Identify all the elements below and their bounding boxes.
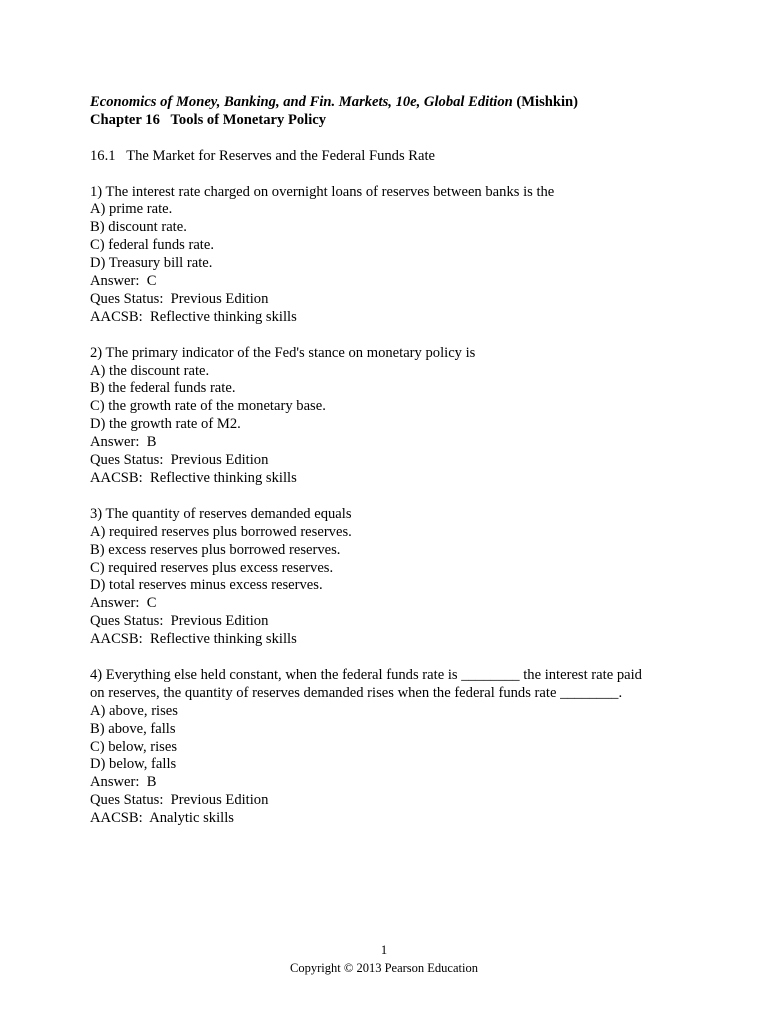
answer-option: C) federal funds rate.	[90, 237, 214, 254]
answer-option: A) prime rate.	[90, 201, 173, 218]
answer-option: A) required reserves plus borrowed reserves.	[90, 523, 352, 540]
page-number: 1	[380, 943, 388, 957]
aacsb-tag: AACSB: Analytic skills	[90, 810, 234, 827]
question-status: Ques Status: Previous Edition	[90, 290, 269, 307]
question-stem: on reserves, the quantity of reserves demanded rises when the federal funds rate ________.	[90, 684, 623, 701]
aacsb-tag: AACSB: Reflective thinking skills	[90, 308, 297, 325]
question-block	[90, 667, 690, 828]
answer-option: A) the discount rate.	[90, 362, 210, 379]
question-stem: 2) The primary indicator of the Fed's stance on monetary policy is	[90, 344, 476, 361]
question-stem: 1) The interest rate charged on overnight loans of reserves between banks is the	[90, 183, 555, 200]
book-title-line	[90, 94, 690, 112]
answer-option: C) required reserves plus excess reserves.	[90, 559, 334, 576]
answer-key: Answer: C	[90, 595, 157, 612]
answer-key: Answer: B	[90, 434, 157, 451]
page-footer	[0, 942, 768, 977]
answer-option: B) above, falls	[90, 720, 176, 737]
answer-option: D) total reserves minus excess reserves.	[90, 577, 323, 594]
answer-key: Answer: B	[90, 774, 157, 791]
question-status: Ques Status: Previous Edition	[90, 452, 269, 469]
answer-option: A) above, rises	[90, 702, 178, 719]
book-title: Economics of Money, Banking, and Fin. Markets, 10e, Global Edition	[90, 94, 513, 110]
answer-option: B) the federal funds rate.	[90, 380, 236, 397]
chapter-title: Chapter 16 Tools of Monetary Policy	[90, 111, 327, 128]
question-stem: 3) The quantity of reserves demanded equals	[90, 505, 352, 522]
answer-option: C) below, rises	[90, 738, 178, 755]
answer-option: B) discount rate.	[90, 219, 187, 236]
copyright: Copyright © 2013 Pearson Education	[290, 960, 478, 975]
aacsb-tag: AACSB: Reflective thinking skills	[90, 631, 297, 648]
answer-option: D) below, falls	[90, 756, 177, 773]
answer-option: B) excess reserves plus borrowed reserves.	[90, 541, 341, 558]
question-status: Ques Status: Previous Edition	[90, 792, 269, 809]
question-stem: 4) Everything else held constant, when the federal funds rate is ________ the interest rate paid	[90, 666, 642, 683]
aacsb-tag: AACSB: Reflective thinking skills	[90, 469, 297, 486]
answer-option: C) the growth rate of the monetary base.	[90, 398, 326, 415]
question-block	[90, 345, 690, 488]
answer-key: Answer: C	[90, 273, 157, 290]
question-block	[90, 506, 690, 649]
author: (Mishkin)	[512, 94, 579, 110]
section-title: 16.1 The Market for Reserves and the Federal Funds Rate	[90, 147, 436, 164]
question-block	[90, 184, 690, 327]
document-page	[90, 94, 690, 828]
answer-option: D) Treasury bill rate.	[90, 255, 213, 272]
question-list	[90, 184, 690, 829]
question-status: Ques Status: Previous Edition	[90, 613, 269, 630]
answer-option: D) the growth rate of M2.	[90, 416, 241, 433]
